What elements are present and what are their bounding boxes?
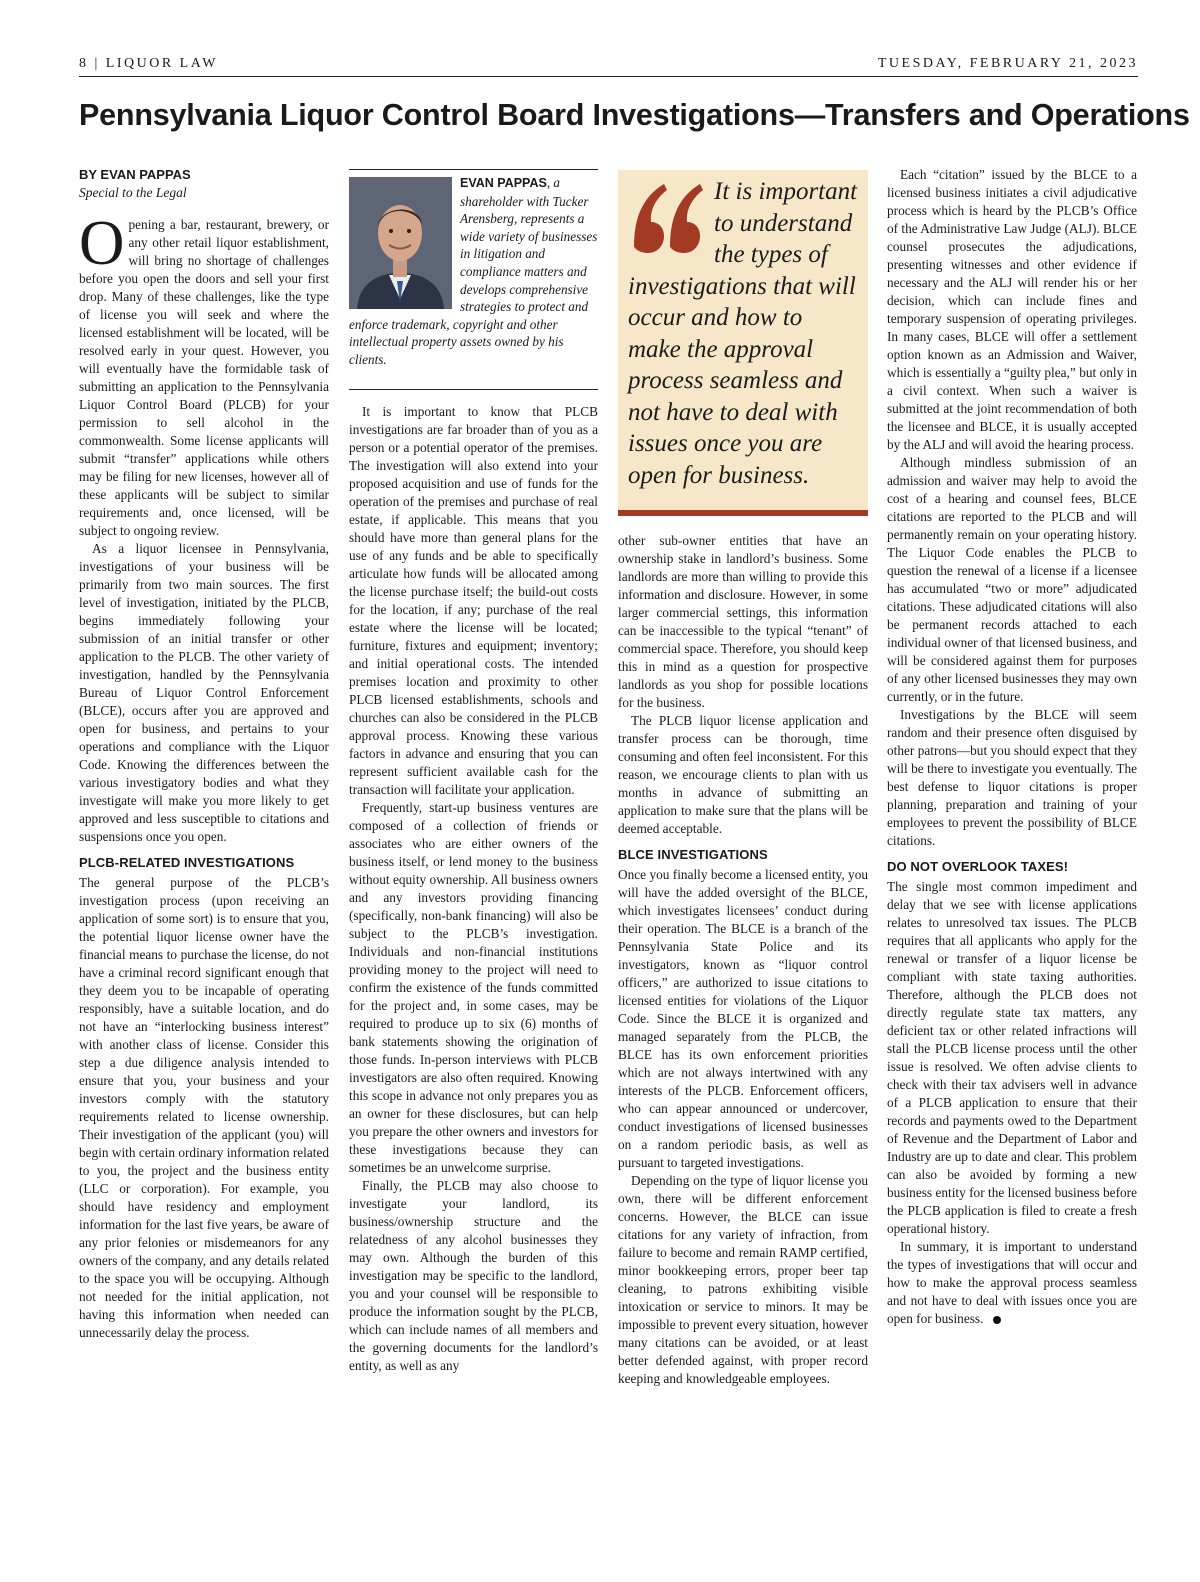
pull-quote-text: It is important to understand the types of investigations that will occur and how to make the approval process seamless and not have to deal with issues once you are open for business. — [628, 178, 858, 489]
paragraph: The general purpose of the PLCB’s investigation process (upon receiving an application of some sort) is to ensure that you, the potential liquor license owner have the financial means to purchase the license, do not have a criminal record significant enough that they deem you to be incapable of operating responsibly, have a suitable location, and do not have an “interlocking business interest” with another class of license. Consider this step a due diligence analysis intended to ensure that you, your business and your investors comply with the statutory requirements related to license ownership. Their investigation of the applicant (you) will begin with certain ordinary information related to you, the project and the business entity (LLC or corporation). For example, you should have residency and employment information for the last five years, be aware of any prior felonies or misdemeanors for any owners of the company, and any details related to the space you will be occupying. Although not needed for the initial application, not having this information when needed can unnecessarily delay the process. — [79, 875, 329, 1340]
author-bio-box — [349, 169, 598, 390]
paragraph: other sub-owner entities that have an ownership stake in landlord’s business. Some landlords are more than willing to provide this information and disclosure. However, in some larger commercial settings, this information can be inaccessible to the typical “tenant” of commercial space. Therefore, you should keep this in mind as a question for prospective landlords as you shop for possible locations for the business. — [618, 533, 868, 710]
running-header — [79, 54, 1138, 77]
paragraph: Although mindless submission of an admission and waiver may help to avoid the cost of a hearing and counsel fees, BLCE citations are reported to the PLCB and will permanently remain on your operating history. The Liquor Code enables the PLCB to question the renewal of a license if a licensee has accumulated “two or more” adjudicated citations. These adjudicated citations will also be permanent records attached to each individual owner of that licensed business, and will be considered against them for purposes of any other licensed businesses they may own currently, or in the future. — [887, 455, 1137, 704]
end-of-article-dot-icon — [993, 1316, 1001, 1324]
author-photo — [349, 177, 452, 309]
closing-paragraph: In summary, it is important to understand the types of investigations that will occur and how to make the approval process seamless and not have to deal with issues once you are open for business. — [887, 1239, 1137, 1326]
drop-cap: O — [79, 208, 125, 278]
subheading-taxes: DO NOT OVERLOOK TAXES! — [887, 859, 1069, 874]
author-portrait-icon — [349, 177, 452, 309]
paragraph: As a liquor licensee in Pennsylvania, investigations of your business will be primarily from two main sources. The first level of investigation, initiated by the PLCB, begins immediately following your submission of an initial transfer or other application to the PLCB. The other variety of investigation, handled by the Pennsylvania Bureau of Liquor Control Enforcement (BLCE), occurs after you are approved and open for business, and pertains to your operations and compliance with the Liquor Code. Knowing the differences between the various investigatory bodies and what they investigate will make you more likely to get approved and less susceptible to citations and suspensions once you open. — [79, 541, 329, 844]
byline: BY EVAN PAPPAS — [79, 167, 191, 182]
author-bio-text: EVAN PAPPAS, a shareholder with Tucker Arensberg, represents a wide variety of businesses in litigation and compliance matters and develops comprehensive strategies to protect and enforce trademark, copyright and other intellectual property assets owned by his clients. — [349, 175, 598, 367]
article-headline: Pennsylvania Liquor Control Board Investigations—Transfers and Operations — [79, 98, 1190, 132]
intro-paragraph: Opening a bar, restaurant, brewery, or any other retail liquor establishment, will bring no shortage of challenges before you open the doors and sell your first drop. Many of these challenges, like the type of license you will seek and where the licensed establishment will be located, will be resolved early in your quest. However, you will eventually have the formidable task of submitting an application to the Pennsylvania Liquor Control Board (PLCB) for your permission to sell alcohol in the commonwealth. Some license applicants will submit “transfer” applications while others may be filing for new licenses, however all of these applicants will be subject to similar requirements and, once licensed, will be subject to ongoing review. — [79, 208, 329, 538]
paragraph: The single most common impediment and delay that we see with license applications relates to unresolved tax issues. The PLCB requires that all applicants who apply for the renewal or transfer of a liquor license be compliant with state taxing authorities. Therefore, although the PLCB does not directly regulate state tax matters, any deficient tax or other related infractions will stall the PLCB license process until the other issue is resolved. We often advise clients to check with their tax advisers well in advance of a PLCB application to ensure that their records and payments owed to the Department of Revenue and the Department of Labor and Industry are up to date and clear. This problem can also be avoided by forming a new business entity for the licensed business before the PLCB application is filed to create a fresh operational history. — [887, 879, 1137, 1236]
article-column-2 — [349, 403, 598, 1375]
subheading-blce: BLCE INVESTIGATIONS — [618, 847, 768, 862]
article-column-4 — [887, 166, 1137, 1328]
article-column-3 — [618, 532, 868, 1388]
paragraph: It is important to know that PLCB investigations are far broader than of you as a person or a potential operator of the premises. The investigation will also extend into your proposed acquisition and use of funds for the operation of the premises and purchase of real estate, if applicable. This means that you should have more than general plans for the use of any funds and be able to specifically articulate how funds will be allocated among the license purchase itself; the build-out costs for the location, if any; purchase of the real estate where the license will be located; furniture, fixtures and equipment; inventory; and initial operational costs. The intended premises location and proximity to other PLCB licensed establishments, schools and churches can also be considered in the PLCB approval process. Knowing these various factors in advance and ensuring that you can represent sufficient available cash for the transaction will facilitate your application. — [349, 404, 598, 797]
pull-quote-box — [618, 170, 868, 516]
subheading-plcb: PLCB-RELATED INVESTIGATIONS — [79, 855, 295, 870]
article-column-1 — [79, 166, 329, 1342]
page-section-label: 8 | LIQUOR LAW — [79, 56, 218, 71]
paragraph: Frequently, start-up business ventures are composed of a collection of friends or associates who are either owners of the business itself, or lend money to the business without equity ownership. All business owners and any investors providing financing (specifically, non-bank financing) will also be subject to the PLCB’s investigation. Individuals and non-financial institutions providing money to the project will need to confirm the existence of the funds committed for the project and, in some cases, may be required to produce up to six (6) months of bank statements showing the origination of those funds. In-person interviews with PLCB investigators are also often required. Knowing this scope in advance not only prepares you as an owner for these disclosures, but can help you prepare the other owners and investors for these investigations because they can sometimes be an unwelcome surprise. — [349, 800, 598, 1175]
paragraph: Depending on the type of liquor license you own, there will be different enforcement concerns. However, the BLCE can issue citations for any variety of infraction, from failure to become and remain RAMP certified, minor bookkeeping errors, proper beer tap cleaning, to patrons exhibiting visible intoxication or service to minors. It may be impossible to prevent every situation, however many citations can be avoided, or at least better defended against, with proper record keeping and knowledgeable employees. — [618, 1173, 868, 1386]
byline-affiliation: Special to the Legal — [79, 185, 187, 200]
author-name: EVAN PAPPAS — [460, 176, 547, 190]
issue-date: TUESDAY, FEBRUARY 21, 2023 — [877, 56, 1138, 71]
paragraph: Finally, the PLCB may also choose to investigate your landlord, its business/ownership structure and the relatedness of any alcohol businesses they may own. Although the burden of this investigation may be specific to the landlord, you and your counsel will be responsible to produce the information sought by the PLCB, which can include names of all members and the governing documents for the landlord’s entity, as well as any — [349, 1178, 598, 1373]
paragraph: The PLCB liquor license application and transfer process can be thorough, time consuming and often feel inconsistent. For this reason, we encourage clients to plan with us months in advance of submitting an application to make sure that the plans will be deemed acceptable. — [618, 713, 868, 836]
paragraph: Each “citation” issued by the BLCE to a licensed business initiates a civil adjudicative process which is heard by the PLCB’s Office of the Administrative Law Judge (ALJ). BLCE counsel prosecutes the adjudications, presenting witnesses and other evidence if necessary and the ALJ will render his or her decision, which can include fines and temporary suspension of operating privileges. In many cases, BLCE will offer a settlement option known as an Admission and Waiver, which is essentially a “guilty plea,” but only in a civil context. When such a waiver is submitted at the joint recommendation of both the licensee and BLCE, it is usually accepted by the ALJ and will avoid the hearing process. — [887, 167, 1138, 452]
paragraph: Once you finally become a licensed entity, you will have the added oversight of the BLCE, which investigates licensees’ conduct during their operation. The BLCE is a branch of the Pennsylvania State Police and its investigators, known as “liquor control officers,” are authorized to issue citations to licensed entities for violations of the Liquor Code. Since the BLCE it is organized and managed separately from the PLCB, the BLCE has its own enforcement priorities which are not always intertwined with any interests of the PLCB. Enforcement officers, who can appear announced or undercover, conduct investigations of licensed businesses on a random periodic basis, as well as pursuant to targeted investigations. — [618, 867, 868, 1170]
paragraph: Investigations by the BLCE will seem random and their presence often disguised by other patrons—but you should expect that they will be there to investigate you eventually. The best defense to liquor citations is proper planning, preparation and training of your employees to prevent the possibility of BLCE citations. — [887, 707, 1137, 848]
